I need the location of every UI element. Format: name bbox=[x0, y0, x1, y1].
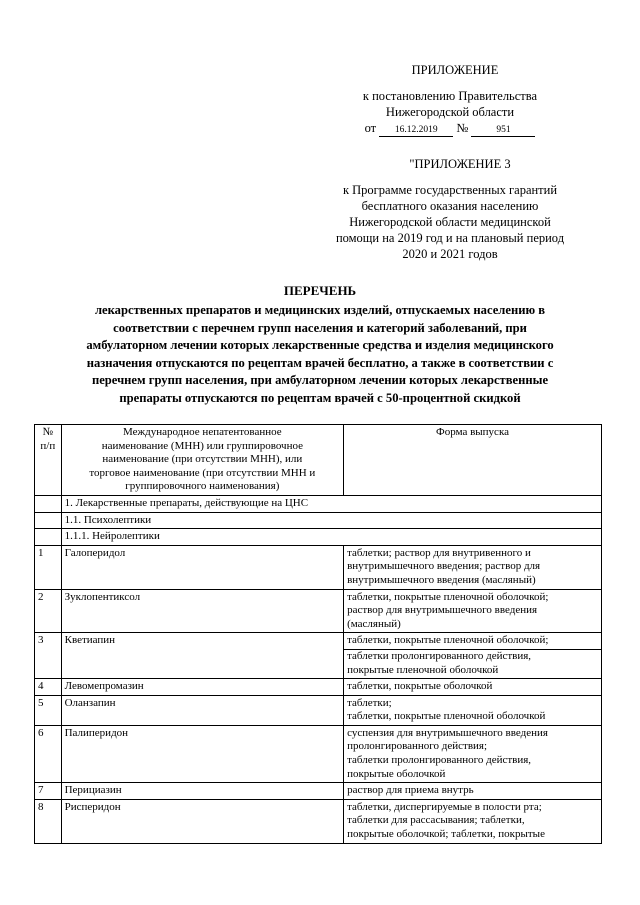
header-name-line: группировочного наименования) bbox=[125, 480, 280, 493]
release-form bbox=[344, 633, 602, 679]
row-number: 6 bbox=[35, 725, 62, 782]
section-number-cell bbox=[35, 495, 62, 512]
decree-date-number bbox=[325, 120, 575, 137]
release-form-group bbox=[347, 634, 598, 648]
release-form bbox=[344, 799, 602, 843]
header-name bbox=[61, 425, 343, 496]
release-form-line: внутримышечного введения (масляный) bbox=[347, 573, 536, 586]
release-form-line: (масляный) bbox=[347, 617, 401, 630]
table-header-row bbox=[35, 425, 602, 496]
document-title: ПЕРЕЧЕНЬ bbox=[283, 283, 357, 298]
release-form-line: раствор для внутримышечного введения bbox=[347, 604, 538, 617]
release-form-line: раствор для приема внутрь bbox=[347, 784, 474, 797]
document-subtitle bbox=[40, 302, 600, 408]
release-form bbox=[344, 589, 602, 633]
appendix3-title: "ПРИЛОЖЕНИЕ 3 bbox=[409, 157, 511, 171]
release-form-line: покрытые пленочной оболочкой bbox=[347, 663, 499, 676]
table-row bbox=[35, 695, 602, 725]
table-row bbox=[35, 783, 602, 800]
release-form-line: суспензия для внутримышечного введения bbox=[347, 726, 548, 739]
release-form-group bbox=[344, 649, 601, 677]
section-heading: 1.1.1. Нейролептики bbox=[61, 529, 601, 546]
release-form-line: таблетки; раствор для внутривенного и bbox=[347, 546, 531, 559]
release-form-group bbox=[347, 697, 598, 724]
section-heading: 1. Лекарственные препараты, действующие на ЦНС bbox=[61, 495, 601, 512]
row-number: 1 bbox=[35, 545, 62, 589]
drug-name: Рисперидон bbox=[61, 799, 343, 843]
release-form bbox=[344, 679, 602, 696]
medication-table bbox=[34, 424, 602, 844]
decree-number: 951 bbox=[471, 124, 535, 137]
decree-reference bbox=[325, 88, 575, 137]
release-form-group bbox=[347, 784, 598, 798]
program-line: 2020 и 2021 годов bbox=[402, 247, 498, 261]
program-reference bbox=[300, 182, 600, 262]
release-form-line: таблетки, покрытые пленочной оболочкой; bbox=[347, 634, 549, 647]
release-form-line: таблетки для рассасывания; таблетки, bbox=[347, 814, 525, 827]
section-row bbox=[35, 512, 602, 529]
subtitle-line: соответствии с перечнем групп населения и категорий заболеваний, при bbox=[113, 320, 527, 335]
subtitle-line: назначения отпускаются по рецептам врачей бесплатно, а также в соответствии с bbox=[86, 355, 554, 370]
drug-name: Левомепромазин bbox=[61, 679, 343, 696]
table-row bbox=[35, 589, 602, 633]
table-row bbox=[35, 799, 602, 843]
subtitle-line: амбулаторном лечении которых лекарственные средства и изделия медицинского bbox=[86, 338, 554, 353]
release-form bbox=[344, 725, 602, 782]
release-form-line: таблетки, покрытые оболочкой bbox=[347, 680, 493, 693]
release-form-group bbox=[347, 680, 598, 694]
section-row bbox=[35, 495, 602, 512]
header-number-line: № bbox=[42, 426, 54, 438]
section-number-cell bbox=[35, 529, 62, 546]
from-label: от bbox=[364, 121, 377, 135]
release-form-line: таблетки пролонгированного действия, bbox=[347, 649, 532, 662]
drug-name: Зуклопентиксол bbox=[61, 589, 343, 633]
release-form bbox=[344, 783, 602, 800]
row-number: 2 bbox=[35, 589, 62, 633]
drug-name: Галоперидол bbox=[61, 545, 343, 589]
release-form-group bbox=[347, 727, 598, 781]
release-form-line: покрытые оболочкой; таблетки, покрытые bbox=[347, 828, 545, 841]
header-form-line: Форма выпуска bbox=[436, 426, 510, 438]
release-form-line: таблетки, диспергируемые в полости рта; bbox=[347, 800, 542, 813]
header-name-line: наименование (МНН) или группировочное bbox=[101, 439, 303, 452]
header-number-line: п/п bbox=[40, 439, 56, 452]
header-number bbox=[35, 425, 62, 496]
row-number: 3 bbox=[35, 633, 62, 679]
release-form-line: пролонгированного действия; bbox=[347, 740, 488, 753]
drug-name: Палиперидон bbox=[61, 725, 343, 782]
subtitle-line: препараты отпускаются по рецептам врачей с 50-процентной скидкой bbox=[119, 390, 521, 405]
table-row bbox=[35, 725, 602, 782]
section-number-cell bbox=[35, 512, 62, 529]
release-form-line: таблетки, покрытые пленочной оболочкой; bbox=[347, 590, 549, 603]
header-name-line: Международное непатентованное bbox=[123, 426, 282, 438]
decree-line-1: к постановлению Правительства bbox=[362, 89, 538, 103]
release-form-line: таблетки, покрытые пленочной оболочкой bbox=[347, 710, 546, 723]
release-form-line: покрытые оболочкой bbox=[347, 767, 446, 780]
decree-line-2: Нижегородской области bbox=[385, 105, 515, 119]
row-number: 7 bbox=[35, 783, 62, 800]
program-line: бесплатного оказания населению bbox=[361, 199, 539, 213]
program-line: помощи на 2019 год и на плановый период bbox=[335, 231, 565, 245]
release-form-line: таблетки пролонгированного действия, bbox=[347, 754, 532, 767]
release-form-line: таблетки; bbox=[347, 696, 392, 709]
release-form bbox=[344, 695, 602, 725]
release-form bbox=[344, 545, 602, 589]
program-line: к Программе государственных гарантий bbox=[342, 183, 558, 197]
table-body bbox=[35, 495, 602, 843]
drug-name: Оланзапин bbox=[61, 695, 343, 725]
row-number: 5 bbox=[35, 695, 62, 725]
header-name-line: торговое наименование (при отсутствии МНН и bbox=[89, 466, 316, 479]
header-form bbox=[344, 425, 602, 496]
table-row bbox=[35, 545, 602, 589]
section-heading: 1.1. Психолептики bbox=[61, 512, 601, 529]
subtitle-line: лекарственных препаратов и медицинских изделий, отпускаемых населению в bbox=[94, 303, 546, 317]
release-form-line: внутримышечного введения; раствор для bbox=[347, 560, 541, 573]
row-number: 8 bbox=[35, 799, 62, 843]
decree-date: 16.12.2019 bbox=[379, 124, 453, 137]
section-row bbox=[35, 529, 602, 546]
release-form-group bbox=[347, 547, 598, 588]
appendix-label: ПРИЛОЖЕНИЕ bbox=[411, 63, 499, 77]
row-number: 4 bbox=[35, 679, 62, 696]
table-row bbox=[35, 633, 602, 679]
number-label: № bbox=[456, 121, 469, 135]
drug-name: Кветиапин bbox=[61, 633, 343, 679]
release-form-group bbox=[347, 591, 598, 632]
table-row bbox=[35, 679, 602, 696]
program-line: Нижегородской области медицинской bbox=[349, 215, 551, 229]
drug-name: Перициазин bbox=[61, 783, 343, 800]
subtitle-line: перечнем групп населения, при амбулаторном лечении которых лекарственные bbox=[91, 373, 549, 388]
header-name-line: наименование (при отсутствии МНН), или bbox=[102, 453, 303, 466]
release-form-group bbox=[347, 801, 598, 842]
